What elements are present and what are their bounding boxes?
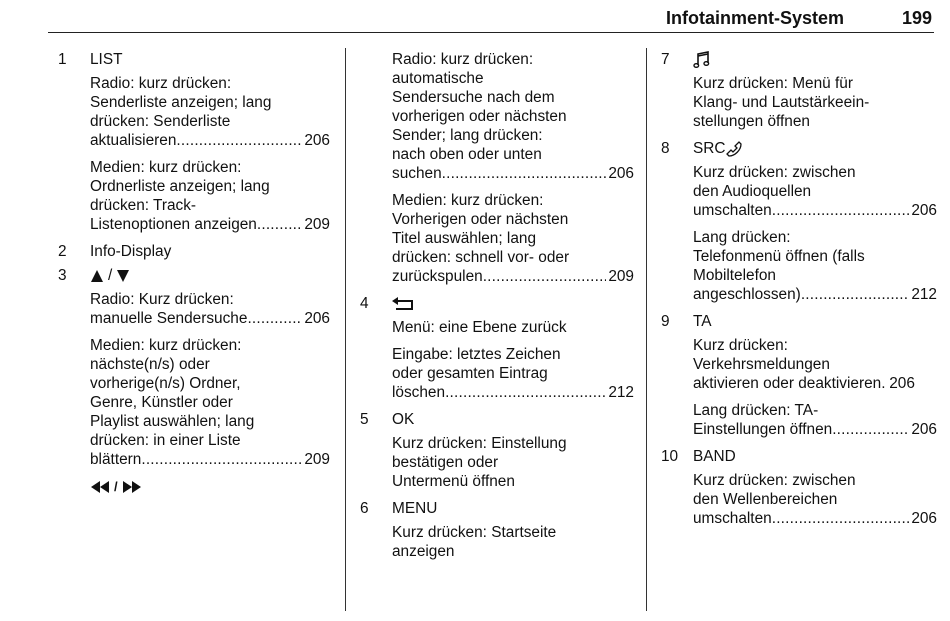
music-note-icon <box>693 51 711 69</box>
text-line: Vorherigen oder nächsten <box>392 211 569 228</box>
item-label: MENU <box>392 500 438 517</box>
column-1 <box>58 50 330 496</box>
text-line: oder gesamten Eintrag <box>392 365 548 382</box>
item-number: 7 <box>661 51 670 68</box>
text-line: Kurz drücken: Startseite <box>392 524 557 541</box>
text-line: Medien: kurz drücken: <box>90 159 242 176</box>
phone-icon <box>726 141 742 157</box>
column-divider-2 <box>646 48 647 611</box>
item4-para1 <box>392 318 634 337</box>
page-reference: umschalten ..... 206 <box>693 509 937 528</box>
item-4 <box>360 294 634 313</box>
item-3 <box>58 266 330 285</box>
text-line: Mobiltelefon <box>693 267 776 284</box>
text-line: Kurz drücken: Menü für <box>693 75 853 92</box>
item-1 <box>58 50 330 69</box>
item9-para2 <box>693 401 937 439</box>
text-line: vorherige(n/s) Ordner, <box>90 375 241 392</box>
text-line: Medien: kurz drücken: <box>90 337 242 354</box>
separator: / <box>114 479 118 494</box>
page-reference: zurückspulen ..... 209 <box>392 267 634 286</box>
item-number: 5 <box>360 411 369 428</box>
page-reference: Einstellungen öffnen ..... 206 <box>693 420 937 439</box>
text-line: automatische <box>392 70 484 87</box>
page-reference: umschalten ..... 206 <box>693 201 937 220</box>
text-line: Telefonmenü öffnen (falls <box>693 248 865 265</box>
text-line: Radio: kurz drücken: <box>392 51 534 68</box>
text-line: Sendersuche nach dem <box>392 89 555 106</box>
item-number: 10 <box>661 448 679 465</box>
page-reference: blättern ..... 209 <box>90 450 330 469</box>
text-line: Kurz drücken: Einstellung <box>392 435 567 452</box>
text-line: nächste(n/s) oder <box>90 356 210 373</box>
item5-para1 <box>392 434 634 491</box>
text-line: Genre, Künstler oder <box>90 394 233 411</box>
header-rule <box>48 32 934 33</box>
item-label: SRC <box>693 140 726 157</box>
text-line: Klang- und Lautstärkeein- <box>693 94 870 111</box>
text-line: den Wellenbereichen <box>693 491 838 508</box>
item1-para2 <box>90 158 330 234</box>
text-line: Menü: eine Ebene zurück <box>392 319 567 336</box>
page-title: Infotainment-System <box>666 8 845 28</box>
page-reference: angeschlossen) ..... 212 <box>693 285 937 304</box>
triangle-up-icon <box>90 269 104 283</box>
text-line: drücken: Track- <box>90 197 197 214</box>
text-line: nach oben oder unten <box>392 146 542 163</box>
seek-symbols <box>90 477 330 496</box>
back-arrow-icon <box>392 297 416 311</box>
item1-para1 <box>90 74 330 150</box>
page-reference: aktualisieren ..... 206 <box>90 131 330 150</box>
text-line: anzeigen <box>392 543 455 560</box>
item4-para2 <box>392 345 634 402</box>
item-number: 9 <box>661 313 670 330</box>
column-divider-1 <box>345 48 346 611</box>
page-reference: suchen ..... 206 <box>392 164 634 183</box>
text-line: Lang drücken: <box>693 229 791 246</box>
text-line: Lang drücken: TA- <box>693 402 819 419</box>
rewind-icon <box>90 481 110 493</box>
text-line: Playlist auswählen; lang <box>90 413 255 430</box>
text-line: vorherigen oder nächsten <box>392 108 567 125</box>
triangle-down-icon <box>116 269 130 283</box>
col2-para1 <box>392 50 634 183</box>
item-9 <box>661 312 937 331</box>
text-line: Radio: Kurz drücken: <box>90 291 234 308</box>
text-line: bestätigen oder <box>392 454 499 471</box>
separator: / <box>108 267 113 284</box>
item10-para1 <box>693 471 937 528</box>
text-line: Verkehrsmeldungen <box>693 356 830 373</box>
item3-para1 <box>90 290 330 328</box>
page-reference: aktivieren oder deaktivieren ..... 206 <box>693 374 937 393</box>
item-label: BAND <box>693 448 736 465</box>
item6-para1 <box>392 523 634 561</box>
fast-forward-icon <box>122 481 142 493</box>
page-header <box>0 8 950 32</box>
item9-para1 <box>693 336 937 393</box>
item-number: 2 <box>58 243 67 260</box>
text-line: Kurz drücken: zwischen <box>693 164 856 181</box>
page-reference: löschen ..... 212 <box>392 383 634 402</box>
page-reference: manuelle Sendersuche ..... 206 <box>90 309 330 328</box>
item8-para2 <box>693 228 937 304</box>
text-line: Senderliste anzeigen; lang <box>90 94 272 111</box>
page-reference: Listenoptionen anzeigen ..... 209 <box>90 215 330 234</box>
text-line: drücken: in einer Liste <box>90 432 241 449</box>
item-label: OK <box>392 411 415 428</box>
text-line: stellungen öffnen <box>693 113 810 130</box>
item8-para1 <box>693 163 937 220</box>
text-line: Untermenü öffnen <box>392 473 515 490</box>
text-line: drücken: Senderliste <box>90 113 231 130</box>
item-8 <box>661 139 937 158</box>
text-line: Titel auswählen; lang <box>392 230 537 247</box>
page-number: 199 <box>901 8 932 28</box>
item-number: 3 <box>58 267 67 284</box>
item-label: LIST <box>90 51 123 68</box>
item-label: Info-Display <box>90 243 172 260</box>
text-line: Medien: kurz drücken: <box>392 192 544 209</box>
item-5 <box>360 410 634 429</box>
item-7 <box>661 50 937 69</box>
text-line: Kurz drücken: zwischen <box>693 472 856 489</box>
text-line: Ordnerliste anzeigen; lang <box>90 178 270 195</box>
text-line: Eingabe: letztes Zeichen <box>392 346 561 363</box>
item-label: TA <box>693 313 712 330</box>
column-2 <box>360 50 634 569</box>
column-3 <box>661 50 937 536</box>
col2-para2 <box>392 191 634 286</box>
item-6 <box>360 499 634 518</box>
text-line: drücken: schnell vor- oder <box>392 249 570 266</box>
item3-para2 <box>90 336 330 469</box>
item-number: 6 <box>360 500 369 517</box>
text-line: den Audioquellen <box>693 183 812 200</box>
item-number: 1 <box>58 51 67 68</box>
text-line: Kurz drücken: <box>693 337 788 354</box>
item-2 <box>58 242 330 261</box>
item-10 <box>661 447 937 466</box>
text-line: Radio: kurz drücken: <box>90 75 232 92</box>
item-number: 8 <box>661 140 670 157</box>
text-line: Sender; lang drücken: <box>392 127 543 144</box>
item7-para1 <box>693 74 937 131</box>
item-number: 4 <box>360 295 369 312</box>
